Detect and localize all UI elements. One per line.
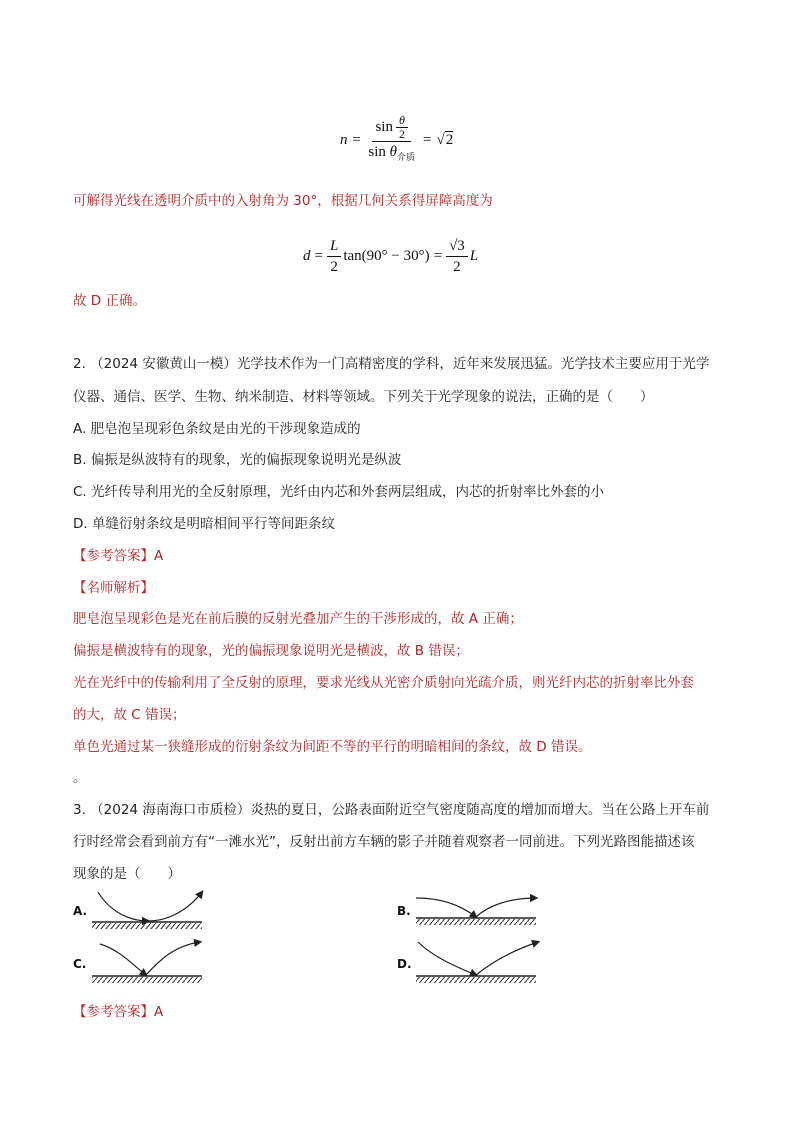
formula1-num-two: 2 (398, 126, 405, 141)
q2-analysis-title: 【名师解析】 (73, 580, 154, 596)
incidence-angle-text: 可解得光线在透明介质中的入射角为 30°，根据几何关系得屏障高度为 (73, 193, 493, 209)
formula2-frac2 (446, 236, 468, 277)
q3-answer: 【参考答案】A (73, 1004, 164, 1020)
q2-analysis-line2: 偏振是横波特有的现象，光的偏振现象说明光是横波，故 B 错误； (73, 643, 469, 659)
formula-barrier-height (303, 232, 478, 280)
formula1-sqrt-value: 2 (445, 132, 454, 148)
formula1-sqrt-sign: √ (436, 131, 445, 148)
q2-analysis-line4: 的大，故 C 错误； (73, 707, 186, 723)
formula1-num-theta: θ (396, 114, 408, 128)
formula1-fraction (365, 114, 418, 167)
q3-stem-line3: 现象的是（ ） (73, 866, 181, 882)
formula1-lhs: n = (340, 131, 362, 148)
formula1-den-sub: 介质 (397, 151, 416, 162)
formula1-equals: = (423, 131, 432, 148)
formula2-paren: (90° − 30°) (361, 247, 430, 264)
formula1-den-sin: sin (368, 143, 386, 160)
formula2-eq2: = (433, 247, 443, 264)
q2-answer: 【参考答案】A (73, 548, 164, 564)
formula2-frac1 (327, 236, 341, 277)
q3-option-a-label: A. (73, 904, 88, 918)
q2-option-d: D. 单缝衍射条纹是明暗相间平行等间距条纹 (73, 516, 335, 532)
q3-option-c-label: C. (73, 957, 87, 971)
formula2-L: L (327, 236, 341, 257)
q3-option-c-diagram (90, 938, 210, 986)
q2-analysis-line6: 。 (73, 770, 87, 786)
q2-analysis-line5: 单色光通过某一狭缝形成的衍射条纹为间距不等的平行的明暗相间的条纹，故 D 错误。 (73, 739, 592, 755)
conclusion-text: 故 D 正确。 (73, 293, 146, 309)
formula2-d: d (303, 247, 311, 264)
q2-option-c: C. 光纤传导利用光的全反射原理，光纤由内芯和外套两层组成，内芯的折射率比外套的小 (73, 484, 605, 500)
q3-option-a-diagram (90, 888, 210, 933)
q2-stem-line2: 仪器、通信、医学、生物、纳米制造、材料等领域。下列关于光学现象的说法，正确的是（ ） (73, 389, 654, 405)
q3-option-d-label: D. (397, 957, 412, 971)
q2-option-a: A. 肥皂泡呈现彩色条纹是由光的干涉现象造成的 (73, 421, 361, 437)
formula1-den-theta: θ (389, 143, 398, 160)
q2-option-b: B. 偏振是纵波特有的现象，光的偏振现象说明光是纵波 (73, 452, 402, 468)
formula2-eq1: = (314, 247, 323, 264)
q3-option-d-diagram (412, 938, 542, 986)
formula2-tan: tan (343, 247, 362, 264)
formula2-two: 2 (330, 258, 338, 275)
q3-option-b-label: B. (397, 904, 411, 918)
formula2-L2: L (469, 247, 479, 264)
formula2-sqrt3: √3 (446, 236, 468, 257)
q2-analysis-line3: 光在光纤中的传输利用了全反射的原理，要求光线从光密介质射向光疏介质，则光纤内芯的折射率比外套 (73, 675, 694, 691)
formula-refractive-index (340, 112, 453, 168)
formula2-two2: 2 (453, 258, 461, 275)
q3-option-b-diagram (412, 892, 542, 930)
formula1-num-sin: sin (375, 119, 393, 135)
q3-stem-line2: 行时经常会看到前方有“一滩水光”，反射出前方车辆的影子并随着观察者一同前进。下列光路图能描述该 (73, 834, 695, 850)
q2-stem-line1: 2. （2024 安徽黄山一模）光学技术作为一门高精密度的学科，近年来发展迅猛。光学技术主要应用于光学 (73, 356, 710, 372)
q2-analysis-line1: 肥皂泡呈现彩色是光在前后膜的反射光叠加产生的干涉形成的，故 A 正确； (73, 611, 523, 627)
q3-stem-line1: 3. （2024 海南海口市质检）炎热的夏日，公路表面附近空气密度随高度的增加而增大。当在公路上开车前 (73, 802, 710, 818)
